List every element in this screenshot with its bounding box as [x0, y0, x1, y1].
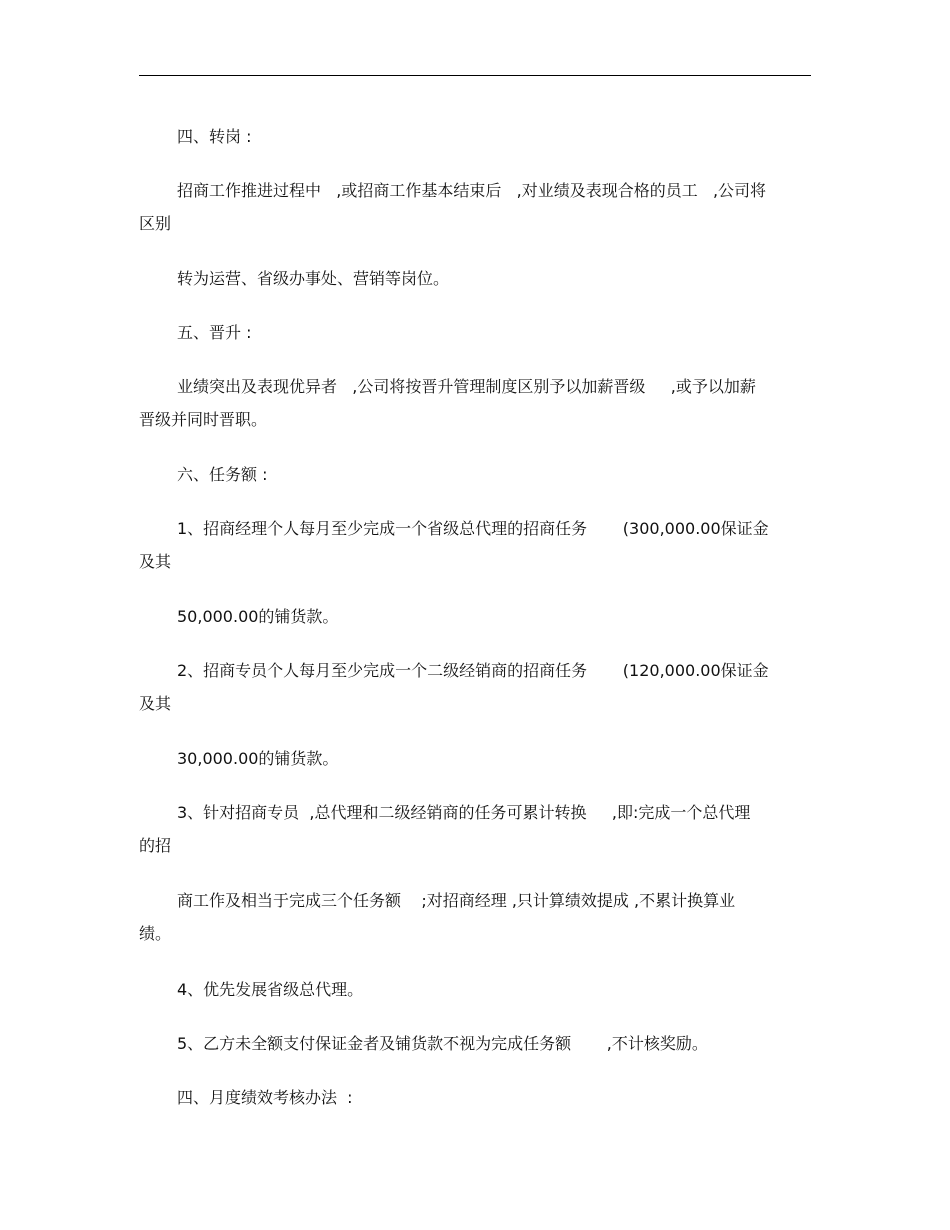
paragraph-line: 招商工作推进过程中 ,或招商工作基本结束后 ,对业绩及表现合格的员工 ,公司将: [177, 181, 767, 200]
list-item: 5、乙方未全额支付保证金者及铺货款不视为完成任务额 ,不计核奖励。: [177, 1034, 708, 1053]
paragraph-line: 转为运营、省级办事处、营销等岗位。: [177, 269, 450, 288]
list-item: 2、招商专员个人每月至少完成一个二级经销商的招商任务 (120,000.00保证金: [177, 661, 769, 680]
section-heading-promotion: 五、晋升 :: [177, 323, 252, 342]
paragraph-line: 绩。: [139, 924, 172, 943]
paragraph-line: 区别: [139, 214, 172, 233]
list-item: 3、针对招商专员 ,总代理和二级经销商的任务可累计转换 ,即:完成一个总代理: [177, 803, 751, 822]
paragraph-line: 及其: [139, 694, 172, 713]
paragraph-line: 50,000.00的铺货款。: [177, 607, 339, 626]
paragraph-line: 晋级并同时晋职。: [139, 410, 268, 429]
paragraph-line: 商工作及相当于完成三个任务额 ;对招商经理 ,只计算绩效提成 ,不累计换算业: [177, 891, 736, 910]
paragraph-line: 的招: [139, 836, 172, 855]
list-item: 1、招商经理个人每月至少完成一个省级总代理的招商任务 (300,000.00保证金: [177, 519, 769, 538]
paragraph-line: 30,000.00的铺货款。: [177, 749, 339, 768]
list-item: 4、优先发展省级总代理。: [177, 980, 364, 999]
paragraph-line: 及其: [139, 552, 172, 571]
section-heading-transfer: 四、转岗 :: [177, 127, 252, 146]
paragraph-line: 业绩突出及表现优异者 ,公司将按晋升管理制度区别予以加薪晋级 ,或予以加薪: [177, 377, 756, 396]
header-rule: [139, 75, 811, 76]
section-heading-quota: 六、任务额 :: [177, 465, 268, 484]
section-heading-monthly-appraisal: 四、月度绩效考核办法 :: [177, 1088, 353, 1107]
